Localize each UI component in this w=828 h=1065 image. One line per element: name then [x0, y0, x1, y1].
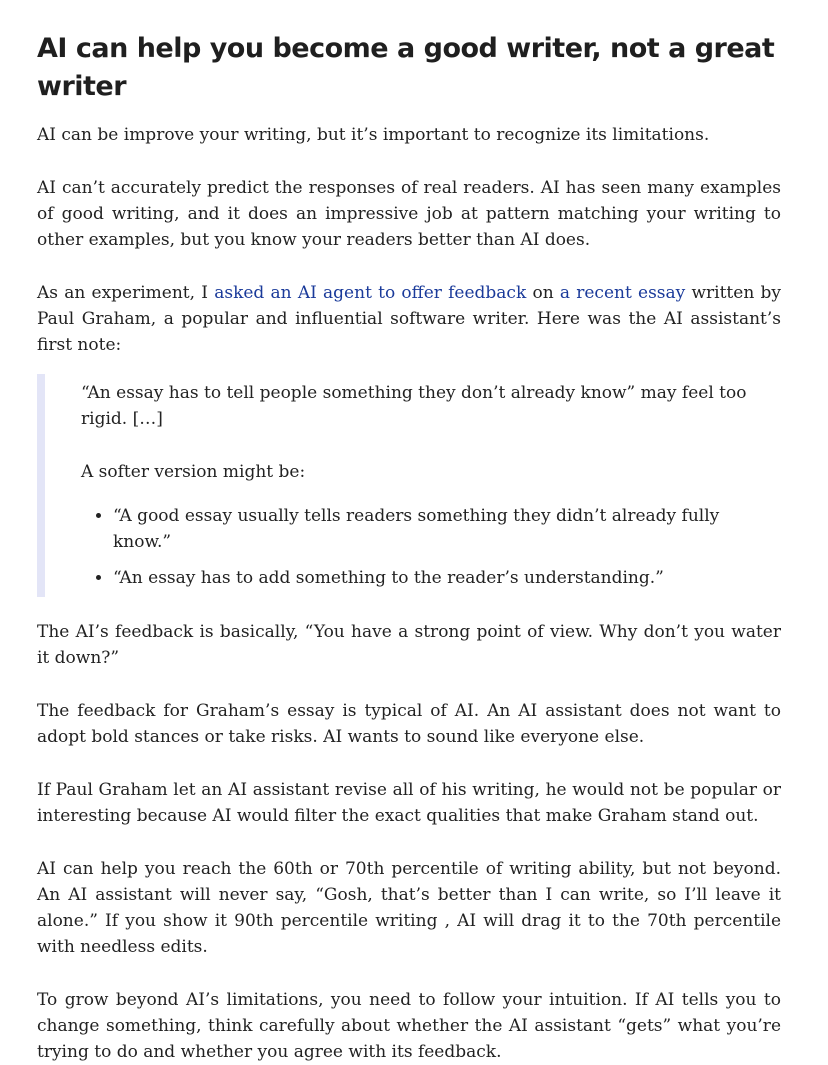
recent-essay-link[interactable]: a recent essay	[559, 283, 686, 303]
quote-line-1: “An essay has to tell people something they don’t already know” may feel too rigid. […]	[81, 383, 747, 429]
experiment-text-end: written by Paul Graham, a popular and influential software writer. Here was the AI assistant’s first note:	[37, 283, 781, 355]
quote-bullet-list	[81, 503, 781, 591]
paragraph-intro: AI can be improve your writing, but it’s important to recognize its limitations.	[37, 125, 710, 145]
paragraph-typical-ai: The feedback for Graham’s essay is typical of AI. An AI assistant does not want to adopt bold stances or take risks. AI wants to sound like everyone else.	[37, 701, 781, 747]
quote-line-2: A softer version might be:	[81, 462, 306, 482]
paragraph-intuition: To grow beyond AI’s limitations, you need to follow your intuition. If AI tells you to change something, think carefully about whether the AI assistant “gets” what you’re trying to do and whether you agree with its feedback.	[37, 990, 781, 1062]
paragraph-experiment	[37, 280, 781, 358]
experiment-text-mid: on	[526, 283, 560, 303]
article-title: AI can help you become a good writer, not a great writer	[37, 33, 775, 102]
quote-bullet-item: • “An essay has to add something to the reader’s understanding.”	[113, 565, 781, 591]
ai-feedback-link[interactable]: asked an AI agent to offer feedback	[214, 283, 527, 303]
quote-bullet-item: • “A good essay usually tells readers something they didn’t already fully know.”	[113, 503, 781, 555]
ai-feedback-quote	[37, 374, 781, 597]
paragraph-paul-graham: If Paul Graham let an AI assistant revise all of his writing, he would not be popular or interesting because AI would filter the exact qualities that make Graham stand out.	[37, 780, 781, 826]
paragraph-predict: AI can’t accurately predict the responses of real readers. AI has seen many examples of good writing, and it does an impressive job at pattern matching your writing to other examples, but you know your readers better than AI does.	[37, 178, 781, 250]
paragraph-percentile: AI can help you reach the 60th or 70th percentile of writing ability, but not beyond. An AI assistant will never say, “Gosh, that’s better than I can write, so I’ll leave it alone.” If you show it 90th percentile writing , AI will drag it to the 70th percentile with needless edits.	[37, 859, 781, 957]
paragraph-feedback-summary: The AI’s feedback is basically, “You have a strong point of view. Why don’t you water it down?”	[37, 622, 781, 668]
experiment-text-start: As an experiment, I	[37, 283, 215, 303]
